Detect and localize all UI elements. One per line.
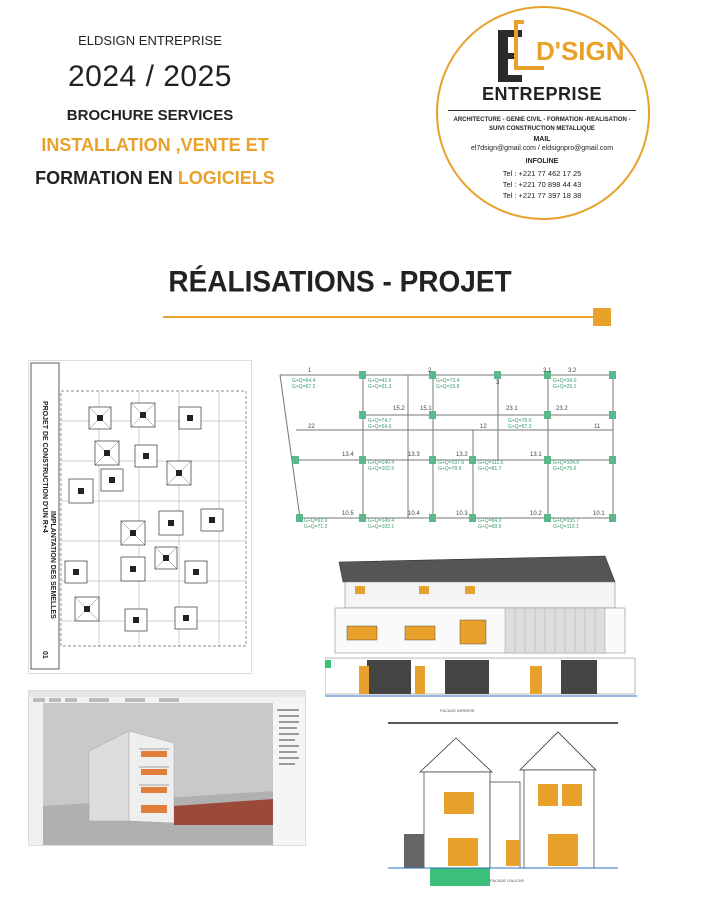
year-range: 2024 / 2025 (68, 60, 232, 93)
section-title: RÉALISATIONS - PROJET (168, 265, 512, 298)
facade-rear-caption: FACADE ARRIERE (440, 708, 475, 713)
beam-label: 10.4 (408, 511, 420, 517)
svg-text:G+Q=71.2: G+Q=71.2 (304, 524, 328, 530)
plan-sheet-number: 01 (41, 651, 48, 659)
svg-text:G+Q=104.0: G+Q=104.0 (553, 460, 580, 466)
title-accent-square (593, 308, 611, 326)
svg-text:G+Q=102.1: G+Q=102.1 (368, 524, 395, 530)
svg-text:G+Q=57.3: G+Q=57.3 (508, 424, 532, 430)
svg-text:G+Q=111.5: G+Q=111.5 (478, 460, 504, 466)
company-name: ELDSIGN ENTREPRISE (78, 33, 222, 48)
logo-mail: el7dsign@gmail.com / eldsignpro@gmail.com (470, 145, 614, 152)
software-3d-drawing (29, 691, 305, 845)
project-structure-plan (268, 360, 640, 530)
beam-label: 2 (428, 368, 432, 374)
beam-label: 3.1 (543, 368, 552, 374)
beam-label: 23.2 (556, 406, 568, 412)
project-3d-model (28, 690, 306, 846)
logo-phone: Tel : +221 77 397 18 38 (502, 191, 582, 200)
beam-label: 3 (496, 380, 500, 386)
beam-label: 12 (480, 424, 487, 430)
beam-label: 10.3 (456, 511, 468, 517)
svg-text:G+Q=67.2: G+Q=67.2 (292, 384, 316, 390)
svg-text:G+Q=68.9: G+Q=68.9 (478, 524, 502, 530)
svg-text:G+Q=74.7: G+Q=74.7 (368, 418, 392, 424)
logo-entreprise: ENTREPRISE (481, 84, 603, 104)
tagline-line-2 (30, 168, 280, 189)
beam-label: 15.2 (393, 406, 405, 412)
svg-text:G+Q=75.6: G+Q=75.6 (553, 466, 577, 472)
logo-infoline-label: INFOLINE (525, 158, 559, 165)
svg-text:G+Q=155.7: G+Q=155.7 (553, 518, 580, 524)
project-facade-rear (325, 550, 641, 720)
svg-text:G+Q=15.8: G+Q=15.8 (436, 384, 460, 390)
project-foundation-plan (28, 360, 252, 674)
beam-label: 23.1 (506, 406, 518, 412)
tagline-highlight: LOGICIELS (177, 168, 275, 188)
facade-side-caption: FACADE GAUCHE (490, 878, 525, 883)
beam-label: 1 (308, 368, 312, 374)
svg-text:G+Q=197.6: G+Q=197.6 (438, 460, 465, 466)
project-facade-side (388, 722, 618, 890)
beam-label: 22 (308, 424, 315, 430)
beam-label: 3.2 (568, 368, 577, 374)
tagline-line-1: INSTALLATION ,VENTE ET (41, 135, 269, 155)
svg-text:G+Q=149.4: G+Q=149.4 (368, 518, 395, 524)
svg-text:G+Q=84.0: G+Q=84.0 (478, 518, 502, 524)
svg-text:G+Q=140.4: G+Q=140.4 (368, 460, 395, 466)
svg-text:G+Q=102.5: G+Q=102.5 (368, 466, 395, 472)
svg-text:G+Q=42.6: G+Q=42.6 (368, 378, 392, 384)
plan-vertical-subtitle: IMPLANTATION DES SEMELLES (49, 511, 56, 619)
title-underline (163, 316, 595, 318)
beam-label: 10.1 (593, 511, 605, 517)
svg-text:G+Q=78.9: G+Q=78.9 (438, 466, 462, 472)
logo-phone: Tel : +221 77 462 17 25 (502, 169, 582, 178)
beam-label: 13.3 (408, 452, 420, 458)
svg-text:G+Q=54.6: G+Q=54.6 (368, 424, 392, 430)
beam-label: 10.5 (342, 511, 354, 517)
logo-divider (448, 110, 636, 111)
tagline-prefix: FORMATION EN (35, 168, 178, 188)
logo-brand: D'SIGN (536, 36, 625, 66)
logo-phone: Tel : +221 70 898 44 43 (502, 180, 582, 189)
beam-label: 13.2 (456, 452, 468, 458)
brochure-label: BROCHURE SERVICES (66, 107, 234, 124)
svg-text:G+Q=81.7: G+Q=81.7 (478, 466, 502, 472)
svg-text:G+Q=34.0: G+Q=34.0 (553, 378, 577, 384)
facade-rear-drawing (325, 550, 641, 720)
facade-side-drawing (388, 722, 618, 890)
logo-mail-label: MAIL (533, 136, 551, 143)
plan-vertical-title: PROJET DE CONSTRUCTION D'UN R+4 (41, 401, 48, 533)
structure-plan-drawing (268, 360, 640, 530)
svg-text:G+Q=113.1: G+Q=113.1 (553, 524, 579, 530)
svg-text:G+Q=78.0: G+Q=78.0 (508, 418, 532, 424)
svg-text:G+Q=92.6: G+Q=92.6 (304, 518, 328, 524)
foundation-plan-drawing (29, 361, 251, 673)
beam-label: 13.4 (342, 452, 354, 458)
svg-text:G+Q=73.4: G+Q=73.4 (436, 378, 460, 384)
beam-label: 13.1 (530, 452, 542, 458)
svg-text:G+Q=31.3: G+Q=31.3 (368, 384, 392, 390)
beam-label: 10.2 (530, 511, 542, 517)
beam-label: 11 (594, 424, 601, 430)
svg-text:G+Q=64.4: G+Q=64.4 (292, 378, 316, 384)
svg-text:G+Q=25.1: G+Q=25.1 (553, 384, 577, 390)
logo-services: ARCHITECTURE - GENIE CIVIL - FORMATION -REALISATION - SUIVI CONSTRUCTION METALLIQUE (453, 117, 631, 132)
beam-label: 15.1 (420, 406, 432, 412)
